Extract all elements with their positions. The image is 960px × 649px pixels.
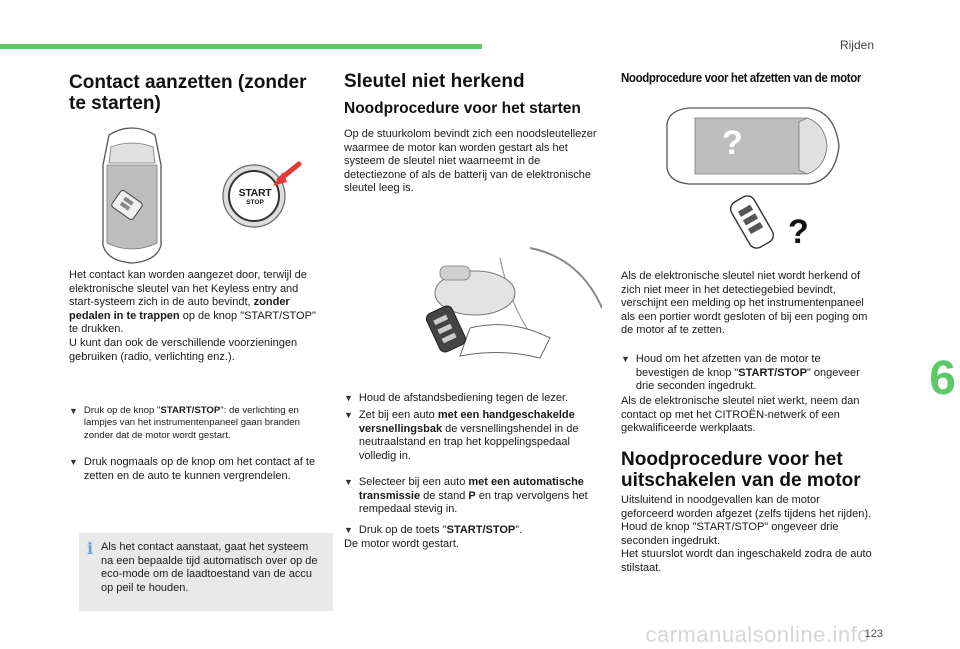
triangle-bullet-icon: ▼ [344,410,353,420]
car-unknown-key-illustration [659,104,841,188]
page-number: 123 [864,628,883,640]
bullet-confirm-stop: ▼ Houd om het afzetten van de motor te bevestigen de knop "START/STOP" ongeveer drie seconden ingedrukt. [621,353,860,393]
triangle-bullet-icon: ▼ [621,354,630,364]
title-stop-engine: Noodprocedure voor het afzetten van de motor [621,71,862,85]
triangle-bullet-icon: ▼ [344,525,353,535]
title-emergency-shutdown: Noodprocedure voor het uitschakelen van de motor [621,449,861,491]
triangle-bullet-icon: ▼ [69,406,78,416]
start-button-label: START [238,187,272,199]
engine-started-text: De motor wordt gestart. [344,538,459,550]
watermark: carmanualsonline.info [645,622,870,647]
contact-network-paragraph: Als de elektronische sleutel niet werkt, neem dan contact op met het CITROËN-netwerk of een gekwalificeerde werkplaats. [621,395,860,435]
car-question-mark: ? [722,124,743,162]
stop-button-label: STOP [246,199,264,206]
triangle-bullet-icon: ▼ [344,477,353,487]
car-top-view-illustration [97,125,167,265]
chapter-number: 6 [929,352,956,405]
bullet-hold-remote: ▼ Houd de afstandsbediening tegen de lezer. [344,392,569,404]
subtitle-start-procedure: Noodprocedure voor het starten [344,100,581,117]
page-title-key: Sleutel niet herkend [344,71,525,92]
bullet-manual-gearbox: ▼ Zet bij een auto met een handgeschakelde versnellingsbak de versnellingshendel in de neutraalstand en trap het koppelingspedaal volledig in. [344,409,579,462]
triangle-bullet-icon: ▼ [344,393,353,403]
key-fob-illustration [727,192,785,252]
header-accent-bar [0,44,482,49]
steering-column-illustration [380,238,602,378]
page-title-contact: Contact aanzetten (zonder te starten) [69,72,307,114]
reader-paragraph: Op de stuurkolom bevindt zich een noodsleutellezer waarmee de motor kan worden gestart als het systeem de sleutel niet waarneemt in de detectiezone of als de batterij van de elektronische sleutel leeg is. [344,128,597,195]
emergency-paragraph: Uitsluitend in noodgevallen kan de motor geforceerd worden afgezet (zelfs tijdens het rijden). Houd de knop "START/STOP" ongeveer drie seconden ingedrukt. Het stuurslot wordt dan ingeschakeld zodra de auto stilstaat. [621,494,872,574]
info-icon: i [87,539,94,558]
bullet-start-stop: ▼ Druk op de knop "START/STOP": de verlichting en lampjes van het instrumentenpaneel gaan branden zonder dat de motor wordt gestart. [69,405,300,441]
key-not-detected-paragraph: Als de elektronische sleutel niet wordt herkend of zich niet meer in het detectiegebied bevindt, verschijnt een melding op het instrumentenpaneel als een portier wordt gesloten of bij een poging om de motor af te zetten. [621,270,868,337]
info-box-eco-mode: i Als het contact aanstaat, gaat het systeem na een bepaalde tijd automatisch over op de eco-mode om de laadtoestand van de accu op peil te houden. [79,533,333,611]
section-label: Rijden [839,38,874,52]
bullet-press-again: ▼ Druk nogmaals op de knop om het contact af te zetten en de auto te kunnen vergrendelen. [69,456,316,482]
bullet-automatic-transmission: ▼ Selecteer bij een auto met een automatische transmissie de stand P en trap vervolgens het rempedaal stevig in. [344,476,588,516]
key-question-mark: ? [788,213,809,251]
contact-paragraph: Het contact kan worden aangezet door, terwijl de elektronische sleutel van het Keyless entry and start-systeem zich in de auto bevindt, zonder pedalen in te trappen op de knop "START/STOP" te drukken. U kunt dan ook de verschillende voorzieningen gebruiken (radio, verlichting enz.). [69,269,316,363]
bullet-press-start-stop: ▼ Druk op de toets "START/STOP". [344,524,523,536]
triangle-bullet-icon: ▼ [69,457,78,467]
